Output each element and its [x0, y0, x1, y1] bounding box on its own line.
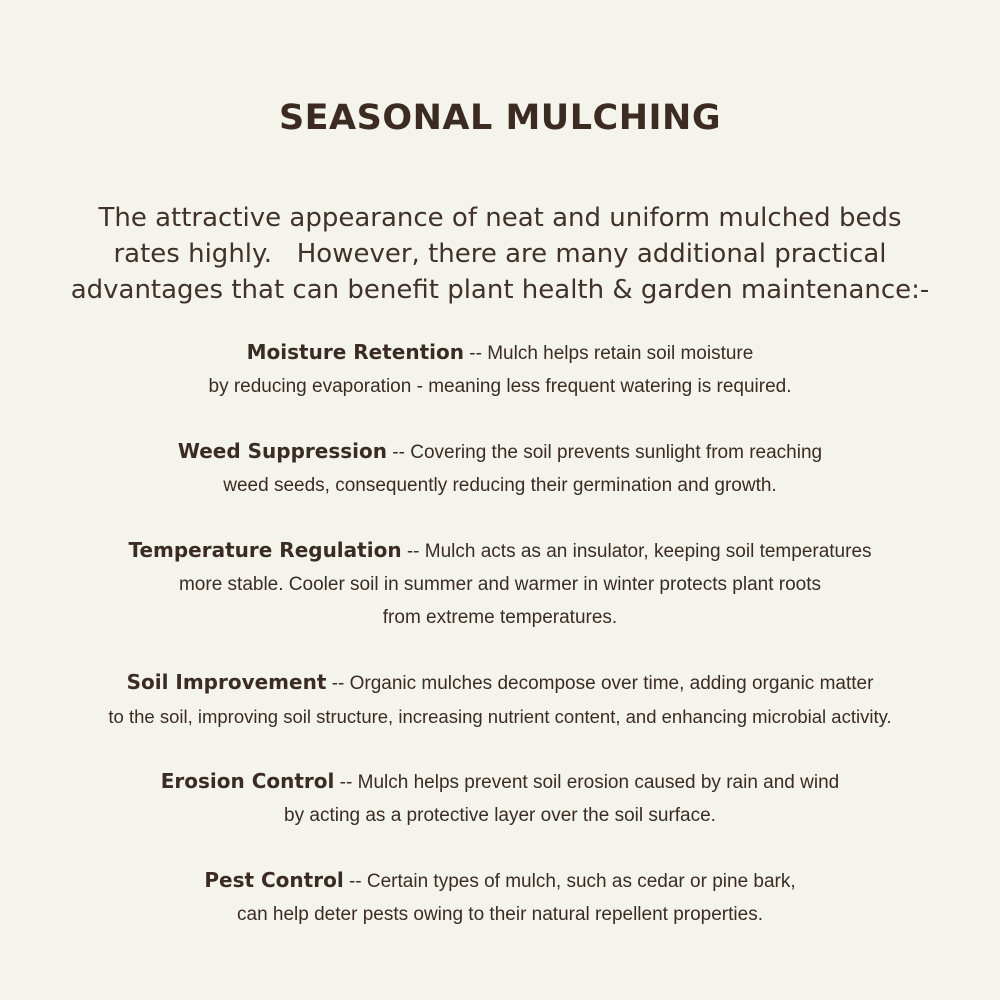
section-text: Organic mulches decompose over time, adding organic matter [349, 673, 874, 694]
page-title: SEASONAL MULCHING [278, 98, 722, 138]
section-first-line [0, 435, 1000, 469]
intro-line: advantages that can benefit plant health & garden maintenance:- [70, 275, 930, 305]
section-heading: Pest Control [204, 868, 344, 892]
section-separator: -- [463, 343, 488, 364]
intro-line: rates highly. However, there are many additional practical [113, 239, 887, 269]
section-text: Covering the soil prevents sunlight from reaching [410, 442, 823, 463]
section-text: can help deter pests owing to their natural repellent properties. [237, 904, 763, 925]
section-heading: Soil Improvement [126, 670, 327, 694]
section-text: by reducing evaporation - meaning less frequent watering is required. [208, 376, 792, 397]
section-text: weed seeds, consequently reducing their germination and growth. [223, 475, 777, 496]
section-first-line [0, 534, 1000, 568]
section-heading: Moisture Retention [246, 340, 464, 364]
section-first-line [0, 864, 1000, 898]
intro-line: The attractive appearance of neat and uniform mulched beds [98, 203, 902, 233]
section-pest-control [0, 864, 1000, 931]
section-text: Certain types of mulch, such as cedar or pine bark, [366, 871, 796, 892]
section-text: more stable. Cooler soil in summer and warmer in winter protects plant roots [178, 574, 822, 595]
section-text: Mulch acts as an insulator, keeping soil temperatures [424, 541, 872, 562]
section-first-line [0, 765, 1000, 799]
section-text: to the soil, improving soil structure, increasing nutrient content, and enhancing microbial activity. [108, 706, 892, 727]
section-text: by acting as a protective layer over the soil surface. [284, 805, 716, 826]
section-temperature-regulation [0, 534, 1000, 634]
section-text: from extreme temperatures. [382, 607, 618, 628]
section-heading: Erosion Control [160, 769, 335, 793]
section-heading: Weed Suppression [177, 439, 387, 463]
section-erosion-control [0, 765, 1000, 832]
section-text: Mulch helps prevent soil erosion caused by rain and wind [357, 772, 840, 793]
section-soil-improvement [0, 666, 1000, 733]
section-separator: -- [334, 772, 358, 793]
section-separator: -- [387, 442, 411, 463]
section-separator: -- [401, 541, 425, 562]
section-heading: Temperature Regulation [128, 538, 402, 562]
intro-paragraph [0, 200, 1000, 308]
section-first-line [0, 666, 1000, 700]
section-separator: -- [343, 871, 367, 892]
section-first-line [0, 336, 1000, 370]
section-text: Mulch helps retain soil moisture [487, 343, 754, 364]
section-separator: -- [326, 673, 350, 694]
section-moisture-retention [0, 336, 1000, 403]
section-weed-suppression [0, 435, 1000, 502]
